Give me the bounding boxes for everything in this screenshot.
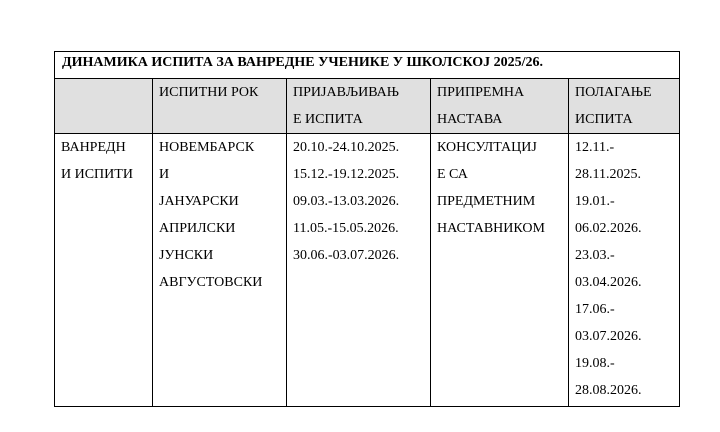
table-title: ДИНАМИКА ИСПИТА ЗА ВАНРЕДНЕ УЧЕНИКЕ У ШКОЛСКОЈ 2025/26.: [55, 52, 680, 79]
registration-line: 30.06.-03.07.2026.: [293, 248, 400, 263]
exam-schedule-table: [54, 51, 680, 407]
term-line: ЈУНСКИ: [159, 248, 214, 263]
header-preparation: [431, 79, 569, 134]
registration-line: 15.12.-19.12.2025.: [293, 167, 400, 182]
exam-line: 28.11.2025.: [575, 167, 641, 182]
registration-line: 20.10.-24.10.2025.: [293, 140, 400, 155]
term-line: И: [159, 167, 170, 182]
registration-cell: [287, 134, 431, 407]
preparation-line: КОНСУЛТАЦИЈ: [437, 140, 537, 155]
exam-line: 28.08.2026.: [575, 383, 642, 398]
term-line: ЈАНУАРСКИ: [159, 194, 239, 209]
preparation-cell: [431, 134, 569, 407]
header-row: [55, 79, 680, 134]
category-line: И ИСПИТИ: [61, 167, 133, 182]
header-registration: [287, 79, 431, 134]
exam-line: 03.07.2026.: [575, 329, 642, 344]
category-cell: [55, 134, 153, 407]
registration-line: 11.05.-15.05.2026.: [293, 221, 399, 236]
exams-cell: [569, 134, 680, 407]
exam-line: 19.01.-: [575, 194, 615, 209]
preparation-line: ПРЕДМЕТНИМ: [437, 194, 536, 209]
exam-line: 12.11.-: [575, 140, 615, 155]
header-line: ИСПИТА: [575, 112, 633, 127]
header-empty-cell: [55, 79, 153, 134]
header-exam-term: [153, 79, 287, 134]
exam-line: 17.06.-: [575, 302, 615, 317]
category-line: ВАНРЕДН: [61, 140, 126, 155]
term-line: НОВЕМБАРСК: [159, 140, 255, 155]
exam-line: 19.08.-: [575, 356, 615, 371]
header-line: ПРИПРЕМНА: [437, 85, 525, 100]
preparation-line: НАСТАВНИКОМ: [437, 221, 545, 236]
exam-line: 06.02.2026.: [575, 221, 642, 236]
preparation-line: Е СА: [437, 167, 468, 182]
terms-cell: [153, 134, 287, 407]
exam-line: 03.04.2026.: [575, 275, 642, 290]
registration-line: 09.03.-13.03.2026.: [293, 194, 400, 209]
header-line: НАСТАВА: [437, 112, 503, 127]
header-line: ПРИЈАВЉИВАЊ: [293, 85, 399, 100]
table-row: [55, 134, 680, 407]
exam-line: 23.03.-: [575, 248, 615, 263]
term-line: АПРИЛСКИ: [159, 221, 236, 236]
header-line: ИСПИТНИ РОК: [159, 85, 259, 100]
term-line: АВГУСТОВСКИ: [159, 275, 263, 290]
header-line: Е ИСПИТА: [293, 112, 363, 127]
header-line: ПОЛАГАЊЕ: [575, 85, 652, 100]
header-exams: [569, 79, 680, 134]
